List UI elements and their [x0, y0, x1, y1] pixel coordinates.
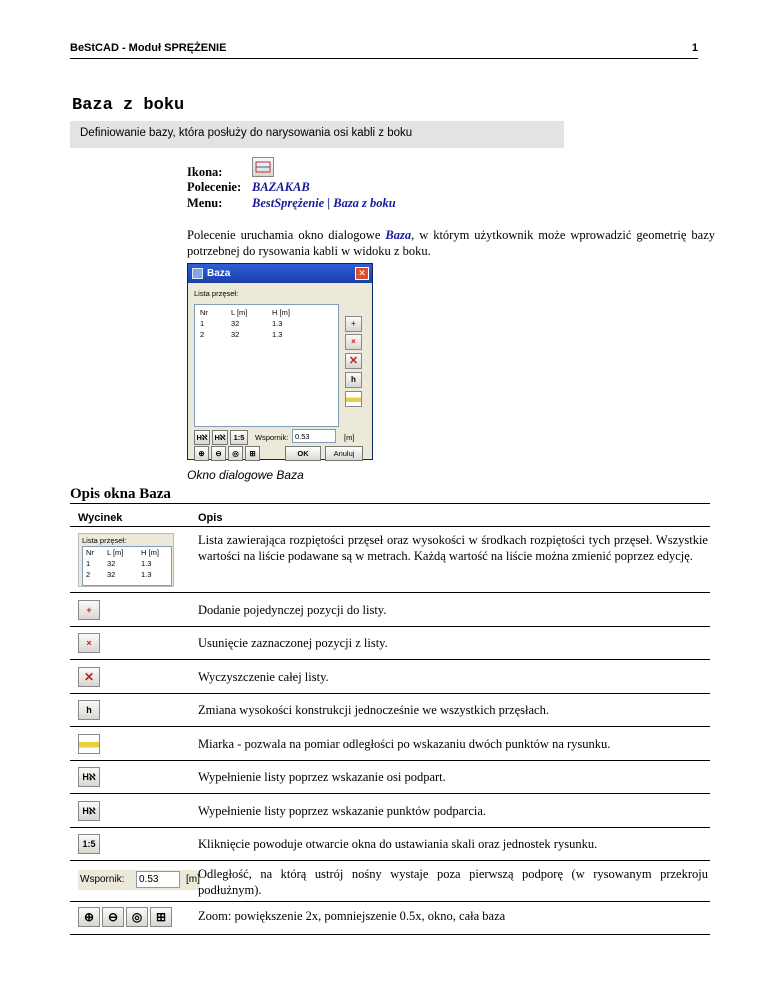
snippet-col: Nr	[86, 548, 94, 557]
table-row	[70, 660, 710, 694]
table-row	[70, 593, 710, 627]
row-l: 32	[231, 319, 240, 328]
zoom-in-icon: ⊕	[78, 907, 100, 927]
snippet-list-label: Lista przęseł:	[82, 536, 127, 545]
page-header	[70, 42, 698, 54]
snippet-list	[82, 546, 172, 586]
bazakab-icon	[252, 157, 274, 177]
height-all-icon[interactable]: h	[345, 372, 362, 388]
support-points-button[interactable]: Hℵ	[212, 430, 228, 445]
row-description: Kliknięcie powoduje otwarcie okna do ustawiania skali oraz jednostek rysunku.	[198, 837, 598, 851]
table-row	[70, 828, 710, 861]
row-description: Lista zawierająca rozpiętości przęseł oraz wysokości w środkach rozpiętości tych przęseł. Wszystkie wartości na liście podawane są w metrach. Każdą wartość na liście można zmienić poprzez edycję.	[198, 533, 708, 563]
table-row	[70, 902, 710, 935]
list-label: Lista przęseł:	[194, 289, 239, 298]
snippet-cell: 32	[107, 559, 116, 568]
clear-list-icon: ✕	[78, 667, 100, 687]
row-description: Wypełnienie listy poprzez wskazanie osi podpart.	[198, 770, 446, 784]
span-list[interactable]	[194, 304, 339, 427]
zoom-all-icon[interactable]: ⊞	[245, 446, 260, 461]
column-header-wycinek: Wycinek	[78, 512, 123, 524]
add-item-icon: +	[78, 600, 100, 620]
zoom-window-icon[interactable]: ◎	[228, 446, 243, 461]
unit-label: [m]	[344, 433, 355, 442]
col-h: H [m]	[272, 308, 290, 317]
app-icon	[192, 268, 203, 279]
support-axes-button[interactable]: Hℵ	[194, 430, 210, 445]
menu-path: BestSprężenie | Baza z boku	[252, 196, 396, 210]
zoom-window-icon: ◎	[126, 907, 148, 927]
intro-box: Definiowanie bazy, która posłuży do narysowania osi kabli z boku	[70, 121, 564, 148]
zoom-snippet	[78, 907, 172, 927]
table-row	[70, 794, 710, 828]
table-row	[70, 627, 710, 660]
figure-caption: Okno dialogowe Baza	[187, 468, 304, 482]
header-divider	[70, 58, 698, 59]
ruler-icon[interactable]	[345, 391, 362, 407]
snippet-cell: 1.3	[141, 559, 152, 568]
wspornik-snippet	[78, 870, 200, 890]
row-description: Odległość, na którą ustrój nośny wystaje poza pierwszą podporę (w rysowanym przekroju podłużnym).	[198, 867, 708, 897]
snippet-cell: 32	[107, 570, 116, 579]
wspornik-label: Wspornik:	[255, 433, 289, 442]
section-divider	[70, 503, 710, 504]
page-number: 1	[691, 42, 698, 54]
snippet-cell: 2	[86, 570, 91, 579]
row-nr: 2	[200, 330, 205, 339]
col-l: L [m]	[231, 308, 248, 317]
dialog-name: Baza	[385, 228, 412, 242]
row-description: Zoom: powiększenie 2x, pomniejszenie 0.5x, okno, cała baza	[198, 909, 506, 923]
snippet-cell: 1.3	[141, 570, 152, 579]
zoom-all-icon: ⊞	[150, 907, 172, 927]
table-row	[70, 861, 710, 902]
remove-item-icon: ×	[78, 633, 100, 653]
row-description: Usunięcie zaznaczonej pozycji z listy.	[198, 636, 388, 650]
list-row[interactable]	[195, 330, 338, 340]
scale-button[interactable]: 1:5	[230, 430, 248, 445]
table-row	[70, 727, 710, 761]
row-h: 1.3	[272, 330, 283, 339]
table-row	[70, 694, 710, 727]
wspornik-input[interactable]: 0.53	[292, 429, 336, 443]
row-h: 1.3	[272, 319, 283, 328]
table-row	[70, 527, 710, 593]
support-axes-icon: Hℵ	[78, 767, 100, 787]
row-nr: 1	[200, 319, 205, 328]
description-paragraph	[187, 227, 715, 259]
table-row	[70, 761, 710, 794]
dialog-title: Baza	[207, 268, 231, 279]
row-description: Dodanie pojedynczej pozycji do listy.	[198, 603, 387, 617]
list-snippet	[78, 533, 174, 587]
page-title: Baza z boku	[72, 96, 185, 115]
close-button[interactable]: ✕	[355, 267, 369, 280]
snippet-cell: 1	[86, 559, 91, 568]
height-all-icon: h	[78, 700, 100, 720]
baza-dialog	[187, 263, 373, 460]
cancel-button[interactable]: Anuluj	[325, 446, 363, 461]
snippet-wspornik-label: Wspornik:	[80, 874, 125, 885]
list-header	[195, 308, 338, 318]
column-header-opis: Opis	[198, 512, 223, 524]
col-nr: Nr	[200, 308, 208, 317]
command-label: Polecenie:	[187, 180, 242, 194]
ok-button[interactable]: OK	[285, 446, 321, 461]
row-description: Wypełnienie listy poprzez wskazanie punktów podparcia.	[198, 804, 487, 818]
row-l: 32	[231, 330, 240, 339]
clear-list-icon[interactable]: ✕	[345, 353, 362, 369]
desc-text: Polecenie uruchamia okno dialogowe	[187, 228, 386, 242]
zoom-out-icon: ⊖	[102, 907, 124, 927]
snippet-col: H [m]	[141, 548, 159, 557]
scale-icon: 1:5	[78, 834, 100, 854]
snippet-unit: [m]	[186, 874, 200, 885]
remove-item-icon[interactable]: ×	[345, 334, 362, 350]
row-description: Miarka - pozwala na pomiar odległości po wskazaniu dwóch punktów na rysunku.	[198, 737, 611, 751]
header-title: BeStCAD - Moduł SPRĘŻENIE	[70, 42, 227, 54]
list-row[interactable]	[195, 319, 338, 329]
dialog-titlebar	[188, 264, 372, 283]
command-info	[187, 165, 487, 215]
support-points-icon: Hℵ	[78, 801, 100, 821]
desc-text-end: , w którym użytkownik może wprowadzić geometrię bazy potrzebnej do rysowania kabli w widoku z boku.	[187, 228, 715, 258]
ruler-icon	[78, 734, 100, 754]
row-description: Zmiana wysokości konstrukcji jednocześnie we wszystkich przęsłach.	[198, 703, 549, 717]
snippet-col: L [m]	[107, 548, 124, 557]
zoom-out-icon[interactable]: ⊖	[211, 446, 226, 461]
command-name: BAZAKAB	[252, 180, 310, 194]
zoom-in-icon[interactable]: ⊕	[194, 446, 209, 461]
add-item-icon[interactable]: +	[345, 316, 362, 332]
section-heading: Opis okna Baza	[70, 486, 171, 502]
row-description: Wyczyszczenie całej listy.	[198, 670, 329, 684]
icon-label: Ikona:	[187, 165, 223, 179]
snippet-wspornik-input: 0.53	[136, 871, 180, 888]
menu-label: Menu:	[187, 196, 223, 210]
